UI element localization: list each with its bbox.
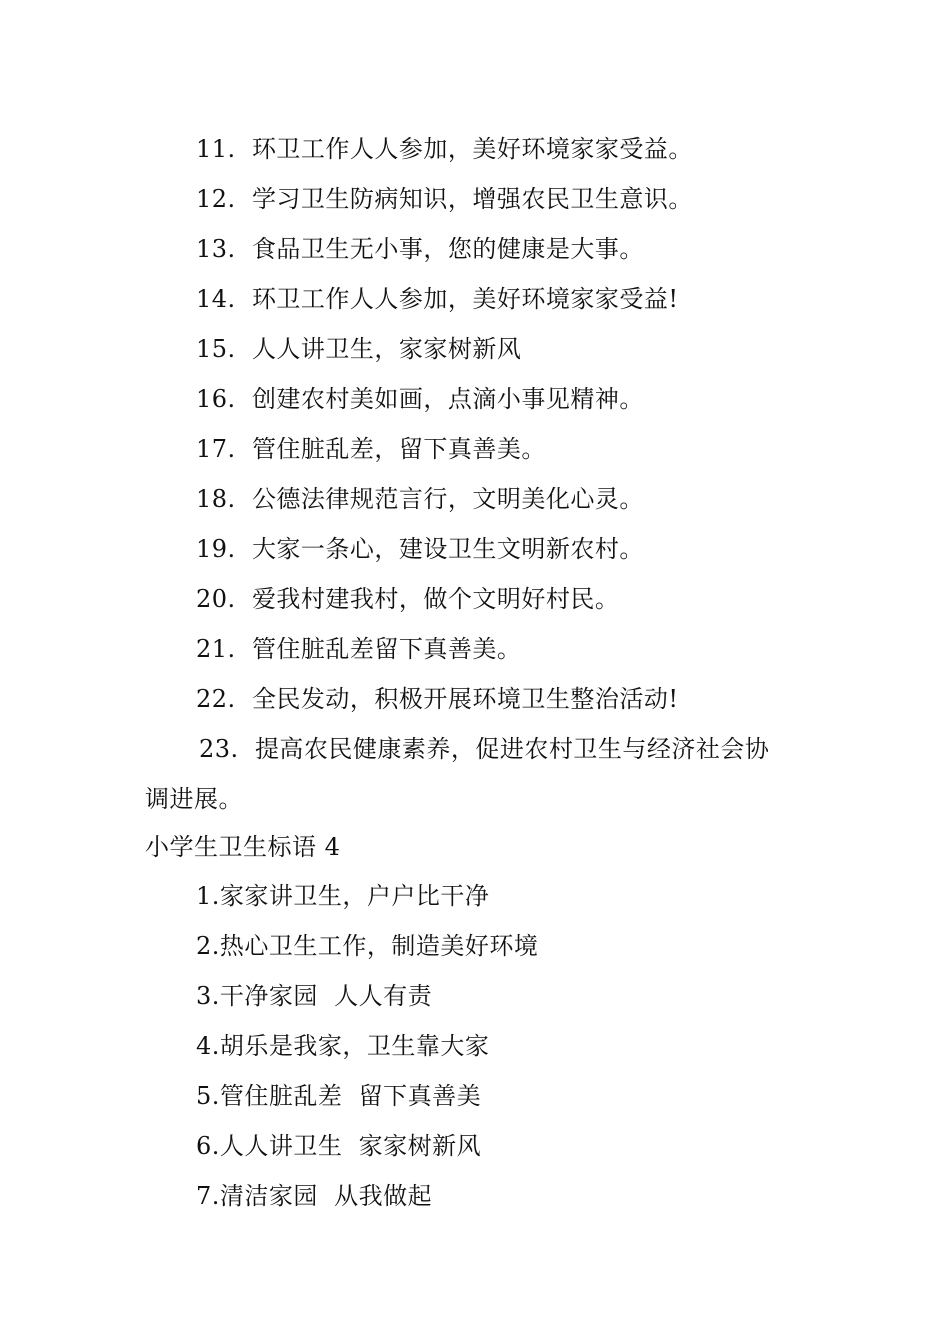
list-item: 4.胡乐是我家，卫生靠大家 (196, 1032, 490, 1060)
list-item (199, 734, 769, 764)
list-item (196, 684, 679, 714)
item-text: 环卫工作人人参加，美好环境家家受益。 (251, 135, 693, 163)
item-text: 管住脏乱差留下真善美。 (251, 635, 522, 663)
item-number: 16. (196, 385, 236, 413)
item-text: 食品卫生无小事，您的健康是大事。 (251, 235, 644, 263)
item-number: 11. (196, 135, 236, 163)
item-number: 21. (196, 635, 236, 663)
list-item: 5.管住脏乱差 留下真善美 (196, 1082, 482, 1110)
item-text: 爱我村建我村，做个文明好村民。 (251, 585, 620, 613)
list-item (196, 284, 679, 314)
list-item: 2.热心卫生工作，制造美好环境 (196, 932, 539, 960)
list-item (196, 234, 644, 264)
item-number: 23. (199, 735, 239, 763)
list-item (196, 184, 693, 214)
list-item: 7.清洁家园 从我做起 (196, 1182, 433, 1210)
list-item (196, 584, 619, 614)
list-item (196, 434, 546, 464)
item-text: 公德法律规范言行，文明美化心灵。 (251, 485, 644, 513)
list-item (196, 334, 521, 364)
item-number: 12. (196, 185, 236, 213)
item-text: 大家一条心，建设卫生文明新农村。 (251, 535, 644, 563)
item-text: 创建农村美如画，点滴小事见精神。 (251, 385, 644, 413)
list-item (196, 384, 644, 414)
list-item (196, 484, 644, 514)
item-number: 20. (196, 585, 236, 613)
item-text: 提高农民健康素养，促进农村卫生与经济社会协 (254, 735, 770, 763)
item-text: 人人讲卫生，家家树新风 (251, 335, 522, 363)
list-item: 1.家家讲卫生，户户比干净 (196, 882, 490, 910)
list-item: 3.干净家园 人人有责 (196, 982, 433, 1010)
item-text: 管住脏乱差，留下真善美。 (251, 435, 546, 463)
item-number: 17. (196, 435, 236, 463)
item-number: 18. (196, 485, 236, 513)
item-text: 环卫工作人人参加，美好环境家家受益! (251, 285, 679, 313)
section-heading: 小学生卫生标语 4 (145, 833, 341, 861)
item-text: 全民发动，积极开展环境卫生整治活动! (251, 685, 679, 713)
item-text: 学习卫生防病知识，增强农民卫生意识。 (251, 185, 693, 213)
list-item: 6.人人讲卫生 家家树新风 (196, 1132, 482, 1160)
list-item-continuation: 调进展。 (145, 785, 243, 813)
item-number: 14. (196, 285, 236, 313)
item-number: 19. (196, 535, 236, 563)
item-number: 22. (196, 685, 236, 713)
list-item (196, 634, 521, 664)
item-number: 13. (196, 235, 236, 263)
list-item (196, 534, 644, 564)
item-number: 15. (196, 335, 236, 363)
list-item (196, 134, 693, 164)
